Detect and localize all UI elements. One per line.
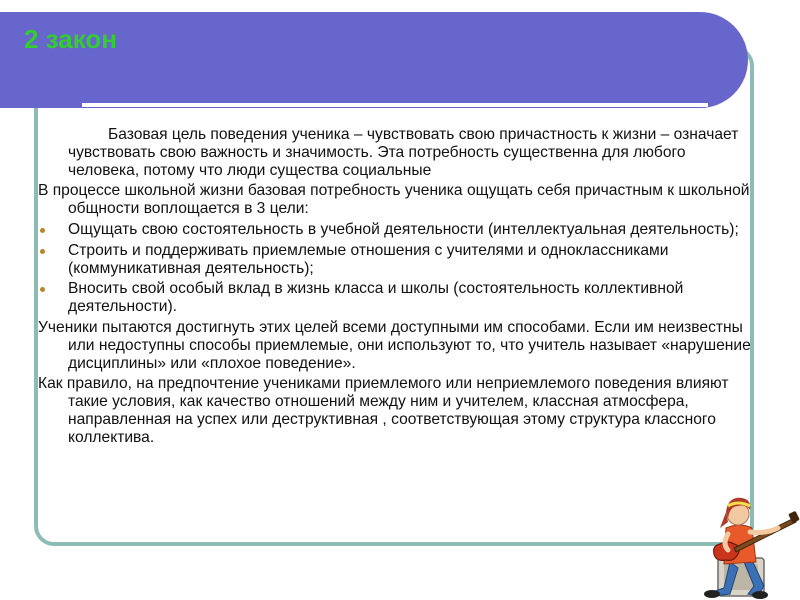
title-underline: [82, 103, 708, 107]
dot-bullet-icon: [40, 249, 45, 254]
slide-title: 2 закон: [24, 24, 117, 54]
paragraph-rule: Как правило, на предпочтение учениками приемлемого или неприемлемого поведения влияют такие условия, как качество отношений между ним и учителем, классная атмосфера, направленная на успех или деструктивная , соответствующая этому структура классного коллектива.: [38, 375, 729, 446]
paragraph-process: В процессе школьной жизни базовая потребность ученика ощущать себя причастным к школьной общности воплощается в 3 цели:: [38, 182, 750, 218]
bullet-text: Вносить свой особый вклад в жизнь класса и школы (состоятельность коллективной деятельности).: [68, 280, 684, 316]
bullet-item: [38, 280, 754, 316]
bullet-item: [38, 221, 754, 239]
dot-bullet-icon: [40, 287, 45, 292]
bullet-text: Ощущать свою состоятельность в учебной деятельности (интеллектуальная деятельность);: [68, 220, 739, 238]
paragraph-methods: Ученики пытаются достигнуть этих целей всеми доступными им способами. Если им неизвестны или недоступны способы приемлемые, они используют то, что учитель называет «нарушение дисциплины» или «плохое поведение».: [38, 318, 751, 372]
arm-left: [750, 528, 778, 533]
paragraph-intro: Базовая цель поведения ученика – чувствовать свою причастность к жизни – означает чувствовать свою важность и значимость. Эта потребность существенна для любого человека, потому что люди существа социальные: [68, 126, 739, 179]
bullet-text: Строить и поддерживать приемлемые отношения с учителями и одноклассниками (коммуникативная деятельность);: [68, 241, 669, 277]
bullet-item: [38, 242, 754, 278]
dot-bullet-icon: [40, 228, 45, 233]
guitarist-illustration: [690, 488, 800, 600]
slide-content: [38, 126, 754, 450]
shoe-right: [752, 591, 768, 599]
shoe-left: [704, 590, 720, 598]
arm-right: [725, 534, 728, 550]
